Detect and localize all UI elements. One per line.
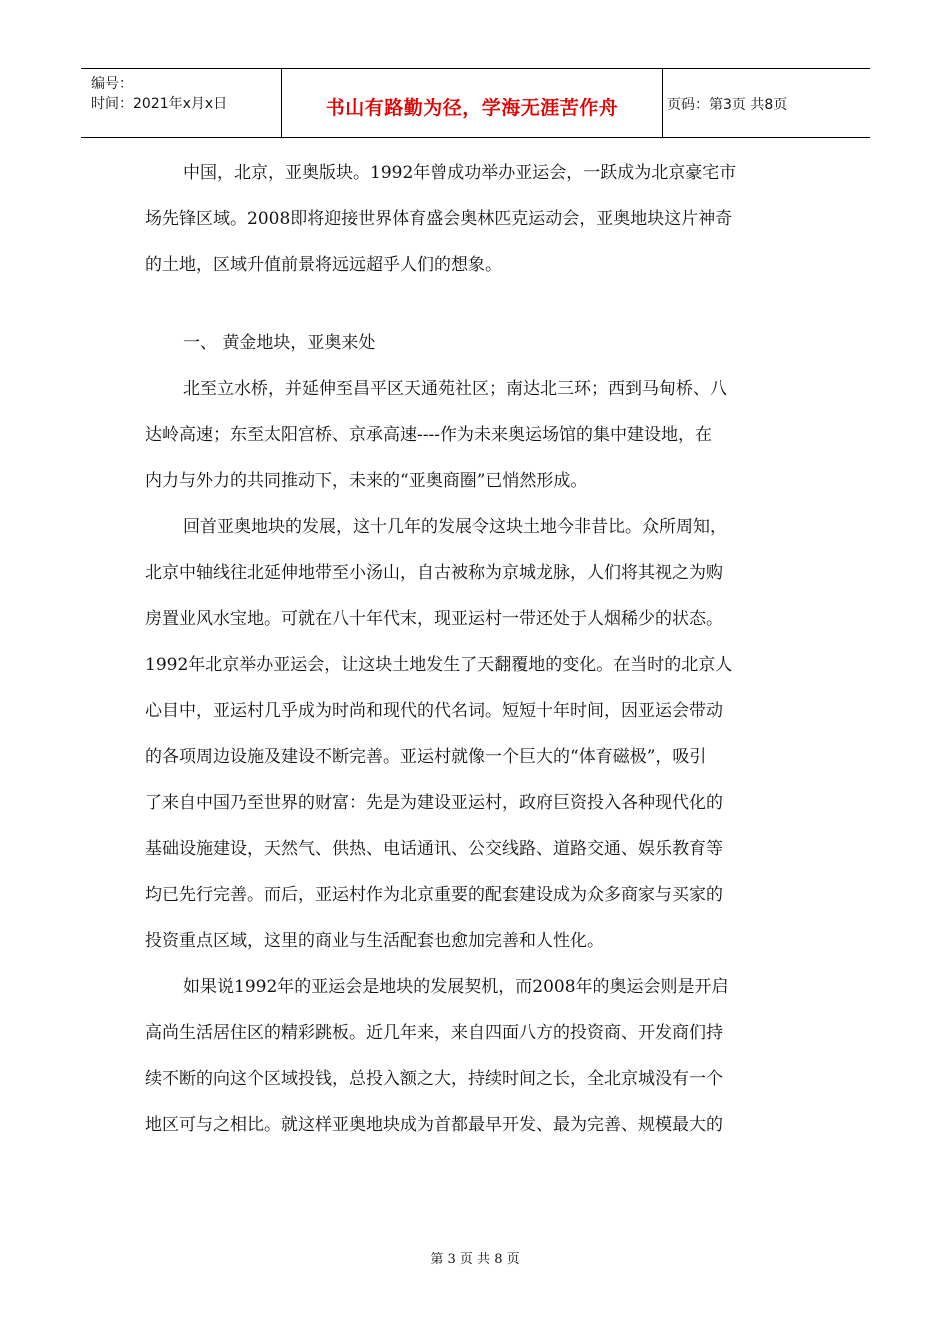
text-line: 均已先行完善。而后，亚运村作为北京重要的配套建设成为众多商家与买家的 xyxy=(145,885,723,905)
text-line: 了来自中国乃至世界的财富：先是为建设亚运村，政府巨资投入各种现代化的 xyxy=(145,793,723,813)
text-line: 续不断的向这个区域投钱，总投入额之大，持续时间之长，全北京城没有一个 xyxy=(145,1069,723,1089)
motto-text: 书山有路勤为径，学海无涯苦作舟 xyxy=(325,97,619,119)
text-line: 的土地，区域升值前景将远远超乎人们的想象。 xyxy=(145,255,502,275)
paragraph xyxy=(145,964,805,1148)
text-line: 北京中轴线往北延伸地带至小汤山，自古被称为京城龙脉，人们将其视之为购 xyxy=(145,563,723,583)
page-header xyxy=(81,68,870,138)
document-body xyxy=(145,150,805,1148)
page-footer: 第 3 页 共 8 页 xyxy=(430,1252,520,1267)
header-info-cell xyxy=(81,69,281,137)
text-line: 的各项周边设施及建设不断完善。亚运村就像一个巨大的“体育磁极”，吸引 xyxy=(145,747,707,767)
text-line: 场先锋区域。2008即将迎接世界体育盛会奥林匹克运动会，亚奥地块这片神奇 xyxy=(145,209,733,229)
paragraph-gap xyxy=(145,288,805,320)
text-line: 如果说1992年的亚运会是地块的发展契机，而2008年的奥运会则是开启 xyxy=(183,977,729,997)
text-line: 房置业风水宝地。可就在八十年代末，现亚运村一带还处于人烟稀少的状态。 xyxy=(145,609,723,629)
text-line: 高尚生活居住区的精彩跳板。近几年来，来自四面八方的投资商、开发商们持 xyxy=(145,1023,723,1043)
text-line: 基础设施建设，天然气、供热、电话通讯、公交线路、道路交通、娱乐教育等 xyxy=(145,839,723,859)
time-label: 时间：2021年x月x日 xyxy=(91,96,228,112)
header-motto-cell xyxy=(281,69,663,137)
text-line: 内力与外力的共同推动下，未来的“亚奥商圈”已悄然形成。 xyxy=(145,471,588,491)
text-line: 达岭高速；东至太阳宫桥、京承高速----作为未来奥运场馆的集中建设地，在 xyxy=(145,425,712,445)
text-line: 回首亚奥地块的发展，这十几年的发展令这块土地今非昔比。众所周知， xyxy=(183,517,727,537)
text-line: 北至立水桥，并延伸至昌平区天通苑社区；南达北三环；西到马甸桥、八 xyxy=(183,379,727,399)
text-line: 中国，北京，亚奥版块。1992年曾成功举办亚运会，一跃成为北京豪宅市 xyxy=(183,163,737,183)
paragraph xyxy=(145,366,805,504)
paragraph xyxy=(145,504,805,964)
header-page-cell xyxy=(663,69,870,137)
heading-line: 一、 黄金地块，亚奥来处 xyxy=(183,333,376,353)
text-line: 1992年北京举办亚运会，让这块土地发生了天翻覆地的变化。在当时的北京人 xyxy=(145,655,733,675)
number-label: 编号： xyxy=(91,76,133,92)
page-number-label: 页码：第3页 共8页 xyxy=(667,97,788,113)
section-heading xyxy=(145,320,805,366)
paragraph xyxy=(145,150,805,288)
text-line: 心目中，亚运村几乎成为时尚和现代的代名词。短短十年时间，因亚运会带动 xyxy=(145,701,723,721)
text-line: 地区可与之相比。就这样亚奥地块成为首都最早开发、最为完善、规模最大的 xyxy=(145,1115,723,1135)
text-line: 投资重点区域，这里的商业与生活配套也愈加完善和人性化。 xyxy=(145,931,604,951)
